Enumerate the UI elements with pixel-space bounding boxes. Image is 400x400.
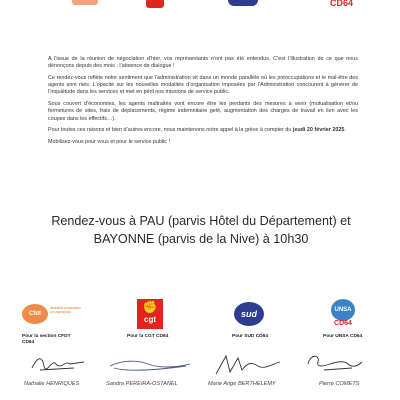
- caption-cgt: Pour la CGT CD64: [127, 334, 169, 339]
- signature-comets: [304, 352, 364, 374]
- sud-logo: sud: [234, 302, 264, 326]
- signatory-2: Sandra PEREIRA-OSTANEL: [106, 381, 178, 387]
- unsa-logo: [330, 299, 356, 329]
- top-logos-strip: [0, 0, 400, 12]
- unsa-logo-circle: UNSA: [331, 299, 355, 321]
- paragraph-4-end: .: [344, 127, 346, 134]
- sud-logo-top: [228, 0, 258, 6]
- cgt-emblem-icon: ✊: [142, 300, 158, 314]
- paragraph-3: Sous couvert d’économies, les agents maltraités vont encore être les perdants des mesures à venir (mutualisation et/ou fermetures de sites, frais de déplacements, régime indemnitaire gelé, augmentation des charges de travail en lien avec les coupes dans les effectifs…).: [48, 101, 358, 122]
- cgt-logo-text: cgt: [144, 315, 156, 324]
- signatory-1: Nathalie HENRIQUES: [24, 381, 80, 387]
- cfdt-logo: Cfdt: [22, 304, 48, 324]
- cgt-logo-top: [146, 0, 164, 8]
- paragraph-2: Ce rendez-vous reflète notre sentiment que l’administration vit dans un monde parallèle où les préoccupations et le mal-être des agents sont niés. L’opacité sur les nouvelles modalités d’organisation imposées par l’Administration concourent à générer de l’inquiétude dans les services et met en péril nos missions de service public.: [48, 75, 358, 96]
- strike-date: jeudi 20 février 2025: [292, 127, 345, 134]
- paragraph-4-start: Pour toutes ces raisons et bien d’autres encore, nous maintenons notre appel à la grève à compter du: [48, 127, 293, 134]
- paragraph-1: A l’issue de la réunion de négociation d’hier, vos représentants n’ont pas été entendus. C’est l’illustration de ce que nous dénonçons depuis des mois : l’absence de dialogue !: [48, 56, 358, 70]
- tract-body: [48, 56, 358, 151]
- cfdt-logo-top: [72, 0, 98, 5]
- signature-pereira-ostanel: [108, 352, 192, 374]
- caption-sud: Pour SUD CD64: [232, 334, 268, 339]
- signature-berthelemy: [212, 352, 282, 374]
- paragraph-4: [48, 127, 358, 134]
- cfdt-logo-subtitle: INTERCO PYRENEES-ATLANTIQUES: [50, 306, 82, 314]
- signatory-4: Pierre COMETS: [319, 381, 360, 387]
- cgt-logo: [137, 299, 163, 329]
- caption-cfdt: Pour la section CFDT CD64: [22, 334, 71, 345]
- signatory-3: Marie Ange BERTHELEMY: [208, 381, 276, 387]
- unsa-logo-cd64: CD64: [334, 320, 352, 327]
- paragraph-5: Mobilisez-vous pour vous et pour le service public !: [48, 139, 170, 146]
- unsa-logo-top: CD64: [330, 0, 354, 8]
- rendezvous-heading: Rendez-vous à PAU (parvis Hôtel du Département) et BAYONNE (parvis de la Nive) à 10h30: [51, 214, 351, 246]
- signature-henriques: [30, 352, 86, 374]
- caption-unsa: Pour UNSA CD64: [323, 334, 363, 339]
